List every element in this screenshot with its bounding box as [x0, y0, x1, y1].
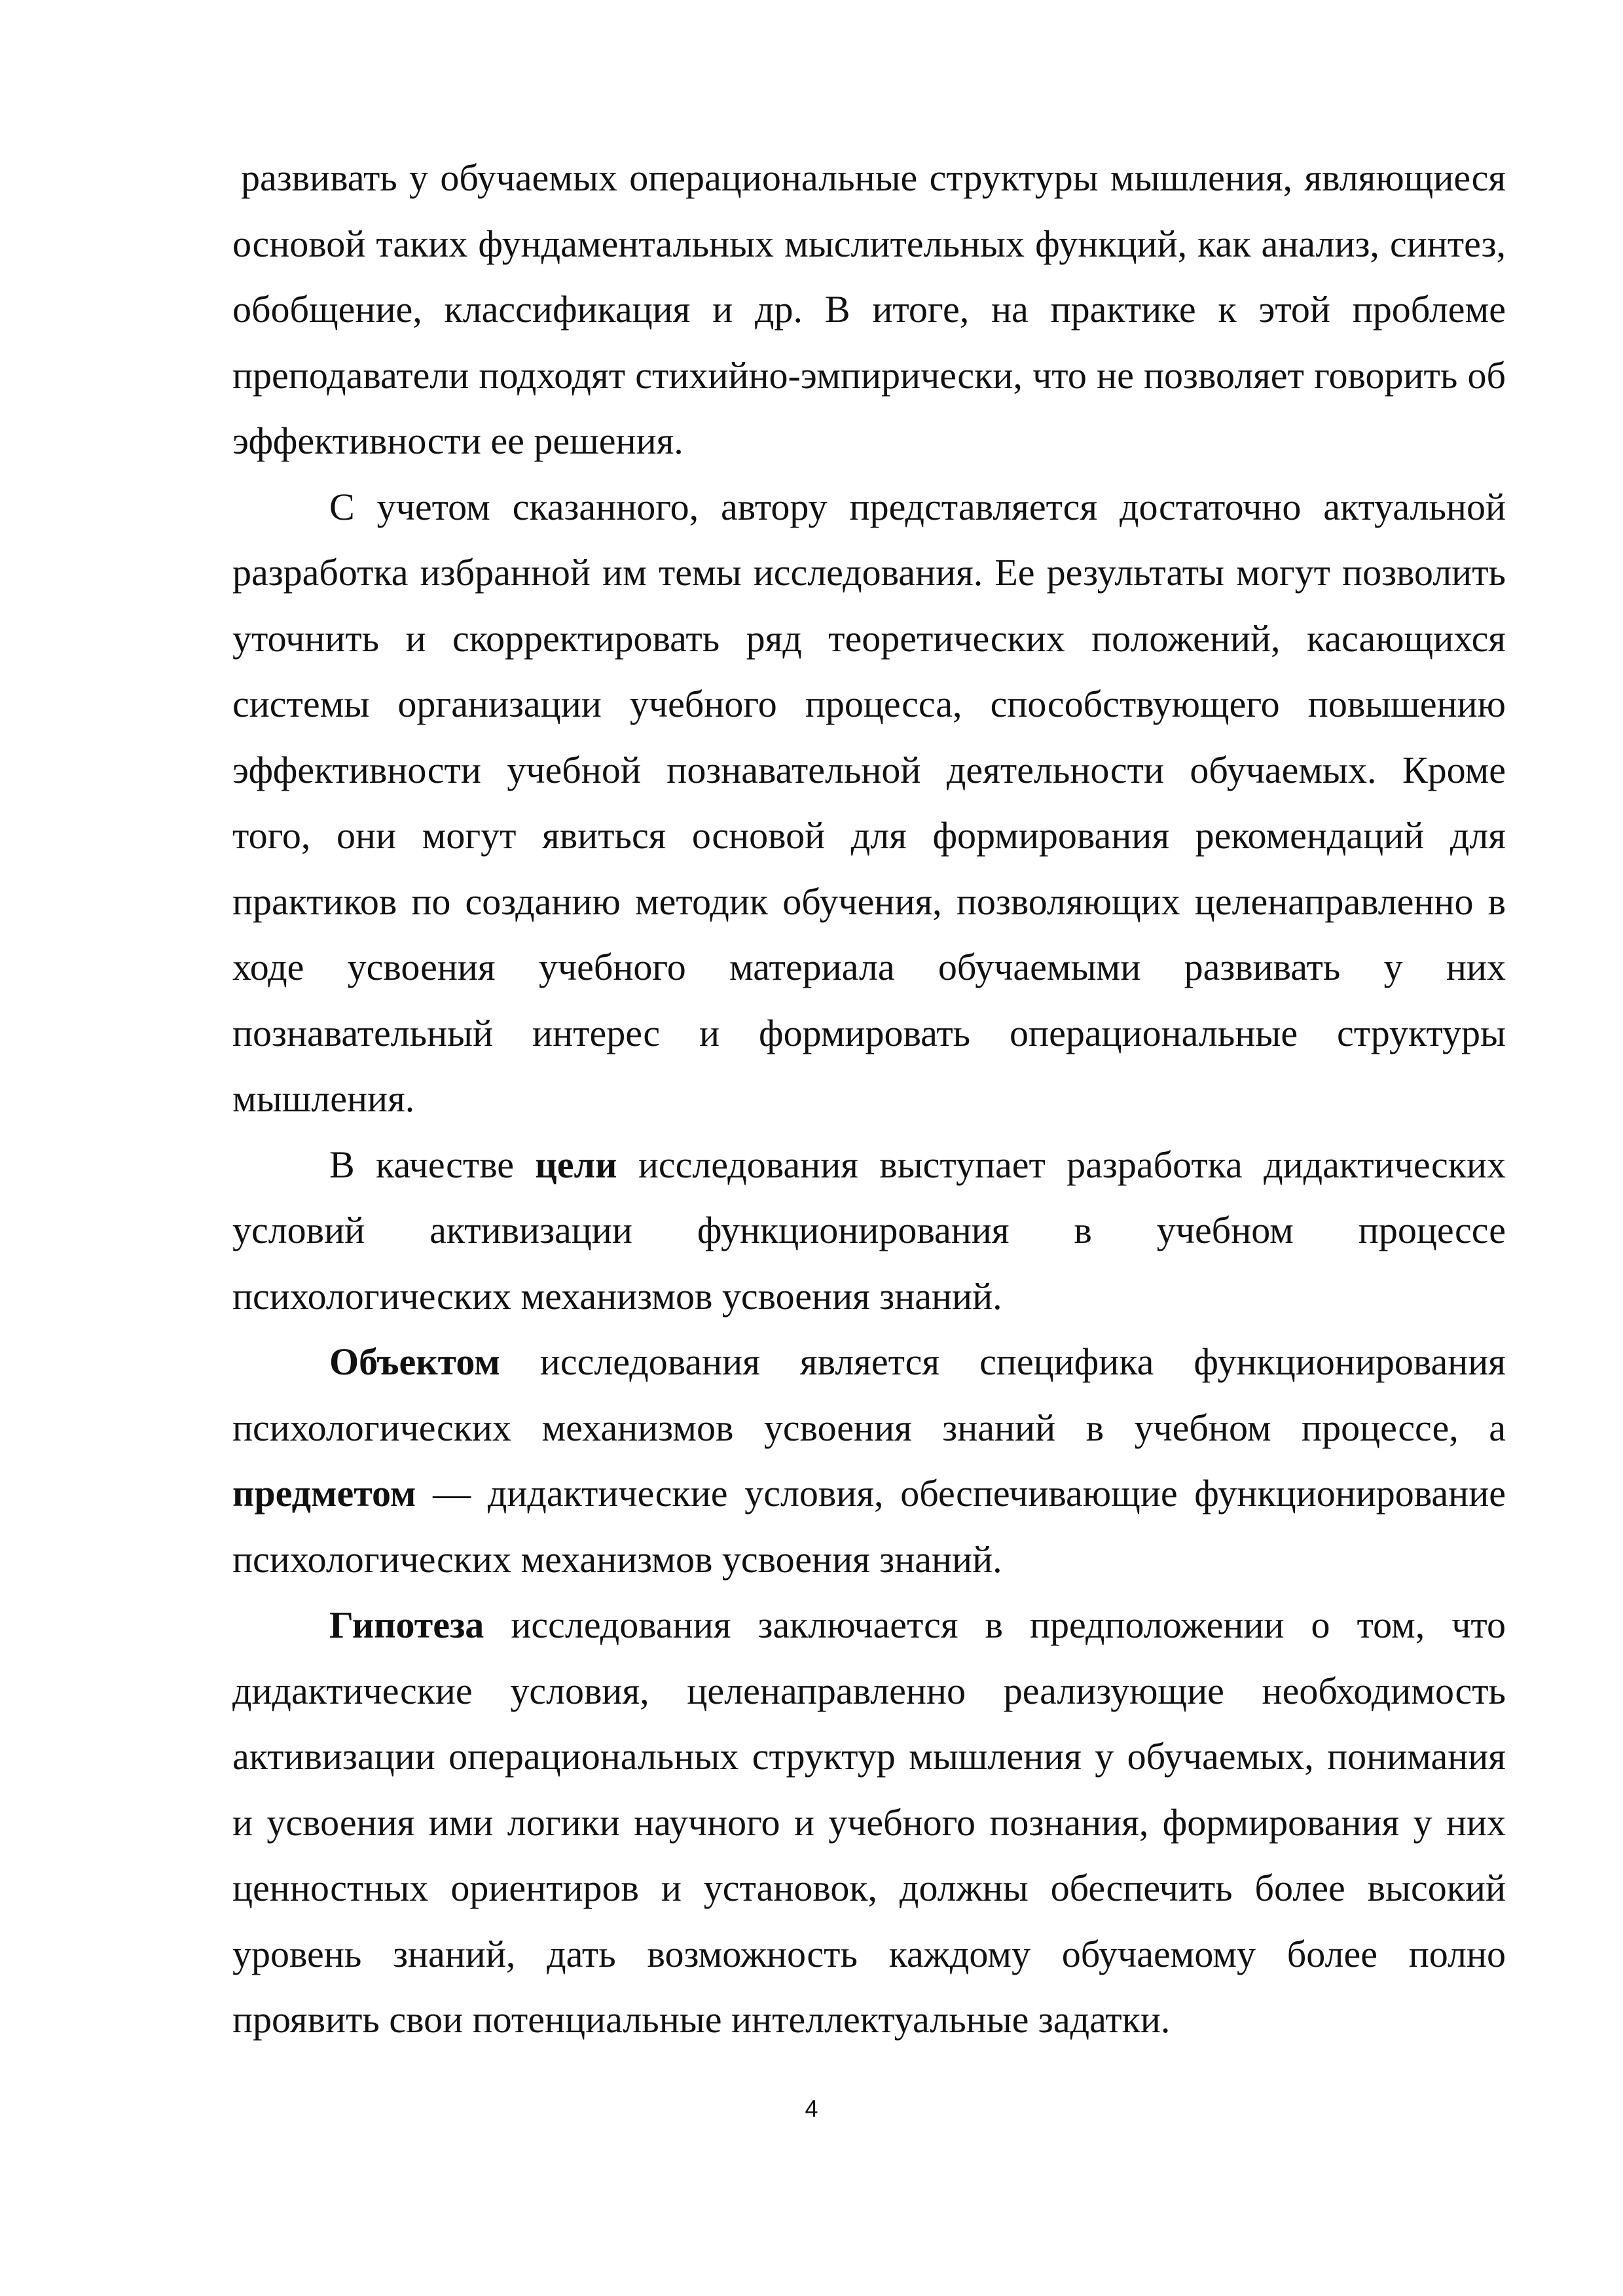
hypothesis-term: Гипотеза — [329, 1604, 484, 1646]
paragraph-2 — [232, 475, 1506, 1132]
paragraph-1-text: развивать у обучаемых операциональные структуры мышления, являющиеся основой таких фундаментальных мыслительных функций, как анализ, синтез, обобщение, классификация и др. В итоге, на практике к этой проблеме преподаватели подходят стихийно-эмпирически, что не позволяет говорить об эффективности ее решения. — [232, 156, 1506, 462]
subject-term: предметом — [232, 1472, 416, 1515]
subject-text: — дидактические условия, обеспечивающие функционирование психологических механизмов усвоения знаний. — [232, 1472, 1506, 1581]
object-term: Объектом — [329, 1340, 500, 1383]
paragraph-1 — [232, 145, 1506, 475]
paragraph-object-subject — [232, 1329, 1506, 1592]
object-text: исследования является специфика функционирования психологических механизмов усвоения знаний в учебном процессе, а — [232, 1340, 1506, 1449]
hypothesis-text: исследования заключается в предположении о том, что дидактические условия, целенаправленно реализующие необходимость активизации операциональных структур мышления у обучаемых, понимания и усвоения ими логики научного и учебного познания, формирования у них ценностных ориентиров и установок, должны обеспечить более высокий уровень знаний, дать возможность каждому обучаемому более полно проявить свои потенциальные интеллектуальные задатки. — [232, 1604, 1506, 2041]
goal-lead-text: В качестве — [329, 1143, 536, 1186]
goal-term: цели — [535, 1143, 617, 1186]
paragraph-hypothesis — [232, 1592, 1506, 2053]
goal-text: исследования выступает разработка дидактических условий активизации функционирования в учебном процессе психологических механизмов усвоения знаний. — [232, 1143, 1506, 1318]
body-text — [232, 145, 1506, 2053]
page-number: 4 — [805, 2095, 818, 2122]
paragraph-goal — [232, 1132, 1506, 1330]
paragraph-2-text: С учетом сказанного, автору представляется достаточно актуальной разработка избранной им темы исследования. Ее результаты могут позволить уточнить и скорректировать ряд теоретических положений, касающихся системы организации учебного процесса, способствующего повышению эффективности учебной познавательной деятельности обучаемых. Кроме того, они могут явиться основой для формирования рекомендаций для практиков по созданию методик обучения, позволяющих целенаправленно в ходе усвоения учебного материала обучаемыми развивать у них познавательный интерес и формировать операциональные структуры мышления. — [232, 485, 1506, 1120]
